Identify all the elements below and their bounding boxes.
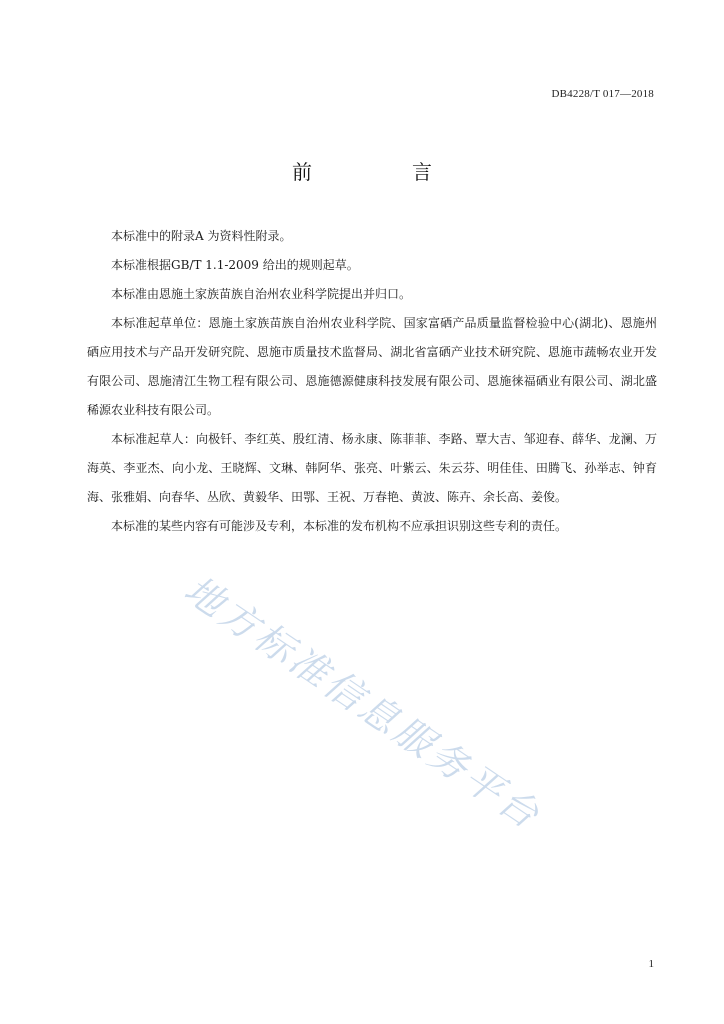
paragraph-drafting-units: 本标准起草单位：恩施土家族苗族自治州农业科学院、国家富硒产品质量监督检验中心(湖北)、恩施州硒应用技术与产品开发研究院、恩施市质量技术监督局、湖北省富硒产业技术研究院、恩施市蔬畅农业开发有限公司、恩施清江生物工程有限公司、恩施德源健康科技发展有限公司、恩施徕福硒业有限公司、湖北盛稀源农业科技有限公司。 (87, 316, 657, 417)
paragraph-proposer: 本标准由恩施土家族苗族自治州农业科学院提出并归口。 (111, 287, 412, 301)
foreword-body (87, 222, 657, 541)
paragraph-drafters: 本标准起草人：向极钎、李红英、殷红清、杨永康、陈菲菲、李路、覃大吉、邹迎春、薛华、龙澜、万海英、李亚杰、向小龙、王晓辉、文琳、韩阿华、张亮、叶紫云、朱云芬、明佳佳、田腾飞、孙举志、钟育海、张雅娟、向春华、丛欣、黄毅华、田鄂、王祝、万春艳、黄波、陈卉、余长高、姜俊。 (87, 432, 657, 504)
page-title: 前 言 (292, 160, 472, 184)
paragraph-patent-notice: 本标准的某些内容有可能涉及专利，本标准的发布机构不应承担识别这些专利的责任。 (111, 519, 568, 533)
paragraph-appendix: 本标准中的附录A 为资料性附录。 (111, 229, 292, 243)
watermark: 地方标准信息服务平台 (176, 567, 550, 839)
page-number: 1 (648, 958, 654, 970)
document-code: DB4228/T 017—2018 (551, 88, 654, 100)
paragraph-drafting-rules: 本标准根据GB/T 1.1-2009 给出的规则起草。 (111, 258, 359, 272)
